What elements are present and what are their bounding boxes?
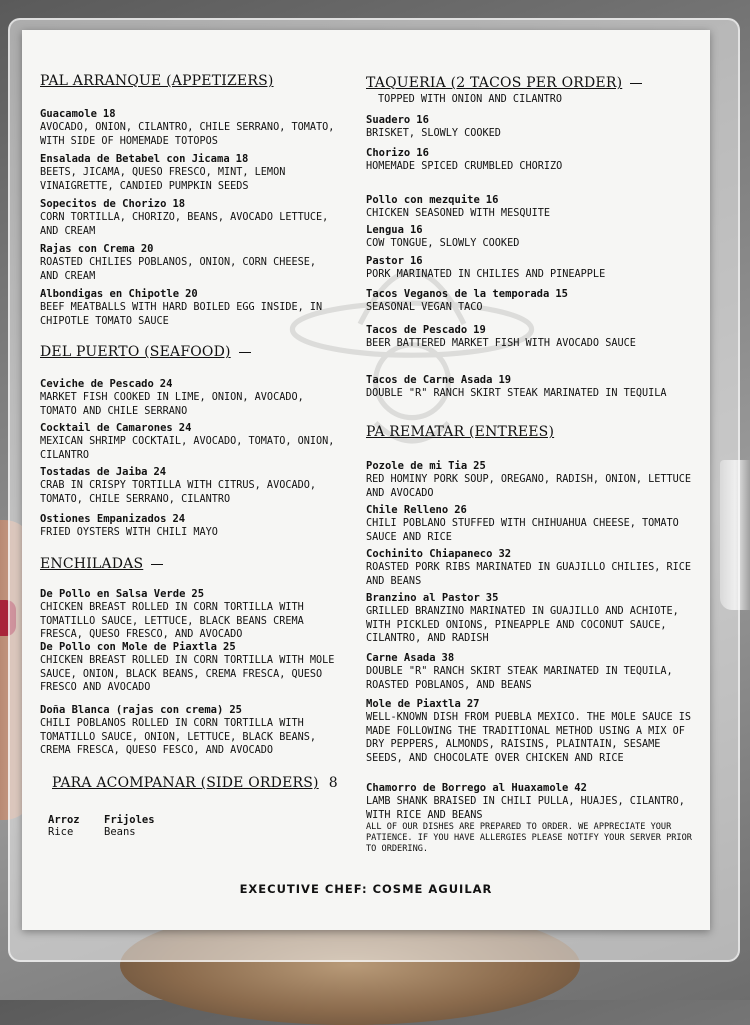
item-price: 42 xyxy=(574,782,587,794)
item-name: Chile Relleno xyxy=(366,504,449,516)
item-desc: AVOCADO, ONION, CILANTRO, CHILE SERRANO, TOMATO, WITH SIDE OF HOMEMADE TOTOPOS xyxy=(40,122,335,147)
item-name: De Pollo en Salsa Verde xyxy=(40,588,186,600)
item-desc: WELL-KNOWN DISH FROM PUEBLA MEXICO. THE MOLE SAUCE IS MADE FOLLOWING THE TRADITIONAL METHOD USING A MIX OF DRY PEPPERS, ALMONDS, RAISINS, PLAINTAIN, SESAME SEEDS, AND CHOCOLATE OVER CHICKEN AND RICE xyxy=(366,712,692,764)
item-price: 25 xyxy=(191,588,205,600)
menu-item xyxy=(40,147,340,193)
item-price: 24 xyxy=(159,378,173,390)
item-price: 19 xyxy=(498,374,512,386)
item-name: Cocktail de Camarones xyxy=(40,422,173,434)
item-price: 25 xyxy=(229,704,242,716)
item-desc: ROASTED CHILIES POBLANOS, ONION, CORN CHEESE, AND CREAM xyxy=(40,257,317,282)
taqueria-title xyxy=(366,75,642,91)
item-desc: COW TONGUE, SLOWLY COOKED xyxy=(366,238,520,249)
item-name: Rajas con Crema xyxy=(40,243,135,255)
item-price: 24 xyxy=(178,422,192,434)
item-name: Pollo con mezquite xyxy=(366,194,480,206)
item-desc: SEASONAL VEGAN TACO xyxy=(366,302,483,313)
dash xyxy=(630,83,642,84)
side-name: Arroz xyxy=(48,814,80,826)
item-name: Ensalada de Betabel con Jicama xyxy=(40,153,230,165)
item-price: 18 xyxy=(235,153,249,165)
item-price: 25 xyxy=(223,641,236,653)
item-name: Mole de Piaxtla xyxy=(366,698,461,710)
item-desc: CHILI POBLANOS ROLLED IN CORN TORTILLA WITH TOMATILLO SAUCE, ONION, LETTUCE, BLACK BEANS, CREMA FRESCA, QUESO FESCO, AND AVOCADO xyxy=(40,718,317,756)
allergy-note: ALL OF OUR DISHES ARE PREPARED TO ORDER. WE APPRECIATE YOUR PATIENCE. IF YOU HAVE ALLERGIES PLEASE NOTIFY YOUR SERVER PRIOR TO ORDERING. xyxy=(366,822,692,854)
seafood-title xyxy=(40,344,251,360)
menu-item xyxy=(40,102,340,148)
menu-item xyxy=(366,141,696,174)
menu-item xyxy=(40,372,340,418)
item-name: Tacos Veganos de la temporada xyxy=(366,288,550,300)
enchiladas-title xyxy=(40,556,163,572)
menu-item xyxy=(366,776,696,822)
sides-price: 8 xyxy=(328,775,338,791)
dash xyxy=(151,564,163,565)
menu-item xyxy=(366,108,696,141)
item-desc: CHICKEN BREAST ROLLED IN CORN TORTILLA WITH MOLE SAUCE, ONION, BLACK BEANS, CREMA FRESCA, QUESO FRESCO AND AVOCADO xyxy=(40,655,335,693)
item-desc: MEXICAN SHRIMP COCKTAIL, AVOCADO, TOMATO, ONION, CILANTRO xyxy=(40,436,335,461)
item-price: 20 xyxy=(185,288,198,300)
item-price: 16 xyxy=(485,194,499,206)
item-price: 16 xyxy=(409,255,423,267)
menu-page xyxy=(22,30,710,930)
item-desc: BEETS, JICAMA, QUESO FRESCO, MINT, LEMON VINAIGRETTE, CANDIED PUMPKIN SEEDS xyxy=(40,167,286,192)
menu-item xyxy=(366,498,696,544)
side-item xyxy=(48,814,80,838)
item-desc: FRIED OYSTERS WITH CHILI MAYO xyxy=(40,527,218,538)
menu-item xyxy=(40,635,340,695)
item-price: 24 xyxy=(172,513,186,525)
menu-item xyxy=(366,318,696,351)
item-name: Ceviche de Pescado xyxy=(40,378,154,390)
item-desc: BEEF MEATBALLS WITH HARD BOILED EGG INSIDE, IN CHIPOTLE TOMATO SAUCE xyxy=(40,302,323,327)
item-price: 20 xyxy=(140,243,154,255)
item-desc: BEER BATTERED MARKET FISH WITH AVOCADO SAUCE xyxy=(366,338,636,349)
item-name: Ostiones Empanizados xyxy=(40,513,167,525)
item-price: 26 xyxy=(454,504,467,516)
menu-item xyxy=(366,646,696,692)
sides-title-text: PARA ACOMPANAR (SIDE ORDERS) xyxy=(52,775,319,791)
menu-item xyxy=(40,582,340,642)
item-price: 18 xyxy=(102,108,116,120)
seafood-title-text: DEL PUERTO (SEAFOOD) xyxy=(40,344,231,360)
menu-item xyxy=(40,237,340,283)
item-price: 35 xyxy=(485,592,499,604)
item-price: 32 xyxy=(498,548,512,560)
menu-item xyxy=(366,282,696,315)
item-name: Suadero xyxy=(366,114,411,126)
item-desc: CORN TORTILLA, CHORIZO, BEANS, AVOCADO LETTUCE, AND CREAM xyxy=(40,212,329,237)
sides-title xyxy=(52,775,338,791)
menu-item xyxy=(366,586,696,646)
item-desc: CRAB IN CRISPY TORTILLA WITH CITRUS, AVOCADO, TOMATO, CHILE SERRANO, CILANTRO xyxy=(40,480,317,505)
item-name: Cochinito Chiapaneco xyxy=(366,548,493,560)
menu-item xyxy=(40,282,340,328)
item-desc: PORK MARINATED IN CHILIES AND PINEAPPLE xyxy=(366,269,606,280)
appetizers-title: PAL ARRANQUE (APPETIZERS) xyxy=(40,73,274,89)
item-desc: DOUBLE "R" RANCH SKIRT STEAK MARINATED IN TEQUILA xyxy=(366,388,667,399)
menu-item xyxy=(40,192,340,238)
item-name: Tostadas de Jaiba xyxy=(40,466,148,478)
item-name: Chorizo xyxy=(366,147,411,159)
menu-item xyxy=(366,368,696,401)
item-name: Albondigas en Chipotle xyxy=(40,288,180,300)
item-price: 15 xyxy=(555,288,568,300)
menu-item xyxy=(40,416,340,462)
item-desc: CHILI POBLANO STUFFED WITH CHIHUAHUA CHEESE, TOMATO SAUCE AND RICE xyxy=(366,518,679,543)
menu-item xyxy=(40,698,340,758)
item-name: Tacos de Carne Asada xyxy=(366,374,493,386)
item-price: 16 xyxy=(409,224,423,236)
item-desc: GRILLED BRANZINO MARINATED IN GUAJILLO AND ACHIOTE, WITH PICKLED ONIONS, PINEAPPLE AND COCONUT SAUCE, CILANTRO, AND RADISH xyxy=(366,606,679,644)
menu-item xyxy=(366,188,696,221)
menu-item xyxy=(366,692,696,765)
taqueria-subtitle: TOPPED WITH ONION AND CILANTRO xyxy=(378,94,563,105)
item-price: 18 xyxy=(172,198,186,210)
item-desc: ROASTED PORK RIBS MARINATED IN GUAJILLO CHILIES, RICE AND BEANS xyxy=(366,562,692,587)
item-desc: CHICKEN SEASONED WITH MESQUITE xyxy=(366,208,551,219)
menu-item xyxy=(366,454,696,500)
item-name: Lengua xyxy=(366,224,404,236)
item-name: Guacamole xyxy=(40,108,97,120)
item-price: 19 xyxy=(473,324,486,336)
item-desc: LAMB SHANK BRAISED IN CHILI PULLA, HUAJES, CILANTRO, WITH RICE AND BEANS xyxy=(366,796,685,821)
item-price: 16 xyxy=(416,114,429,126)
item-name: Pastor xyxy=(366,255,404,267)
item-name: Tacos de Pescado xyxy=(366,324,468,336)
side-name: Frijoles xyxy=(104,814,155,826)
item-desc: RED HOMINY PORK SOUP, OREGANO, RADISH, ONION, LETTUCE AND AVOCADO xyxy=(366,474,692,499)
item-desc: CHICKEN BREAST ROLLED IN CORN TORTILLA WITH TOMATILLO SAUCE, LETTUCE, BLACK BEANS CREMA FRESCA, QUESO FRESCO, AND AVOCADO xyxy=(40,602,304,640)
item-price: 38 xyxy=(441,652,455,664)
item-price: 24 xyxy=(153,466,167,478)
entrees-title: PA REMATAR (ENTREES) xyxy=(366,424,555,440)
item-desc: DOUBLE "R" RANCH SKIRT STEAK MARINATED IN TEQUILA, ROASTED POBLANOS, AND BEANS xyxy=(366,666,673,691)
item-price: 25 xyxy=(473,460,486,472)
menu-item xyxy=(366,249,696,282)
enchiladas-title-text: ENCHILADAS xyxy=(40,556,144,572)
item-name: Pozole de mi Tia xyxy=(366,460,468,472)
item-name: Chamorro de Borrego al Huaxamole xyxy=(366,782,569,794)
item-desc: BRISKET, SLOWLY COOKED xyxy=(366,128,501,139)
item-name: Carne Asada xyxy=(366,652,436,664)
item-name: Branzino al Pastor xyxy=(366,592,480,604)
item-name: Doña Blanca (rajas con crema) xyxy=(40,704,224,716)
item-desc: HOMEMADE SPICED CRUMBLED CHORIZO xyxy=(366,161,563,172)
item-price: 16 xyxy=(416,147,429,159)
item-desc: MARKET FISH COOKED IN LIME, ONION, AVOCADO, TOMATO AND CHILE SERRANO xyxy=(40,392,304,417)
menu-item xyxy=(40,507,340,540)
menu-item xyxy=(366,542,696,588)
item-price: 27 xyxy=(466,698,480,710)
menu-item xyxy=(366,218,696,251)
executive-chef: EXECUTIVE CHEF: COSME AGUILAR xyxy=(239,882,493,896)
side-desc: Rice xyxy=(48,826,74,838)
menu-item xyxy=(40,460,340,506)
item-name: De Pollo con Mole de Piaxtla xyxy=(40,641,218,653)
side-item xyxy=(104,814,155,838)
side-desc: Beans xyxy=(104,826,136,838)
dash xyxy=(239,352,251,353)
taqueria-title-text: TAQUERIA (2 TACOS PER ORDER) xyxy=(366,75,623,91)
item-name: Sopecitos de Chorizo xyxy=(40,198,167,210)
